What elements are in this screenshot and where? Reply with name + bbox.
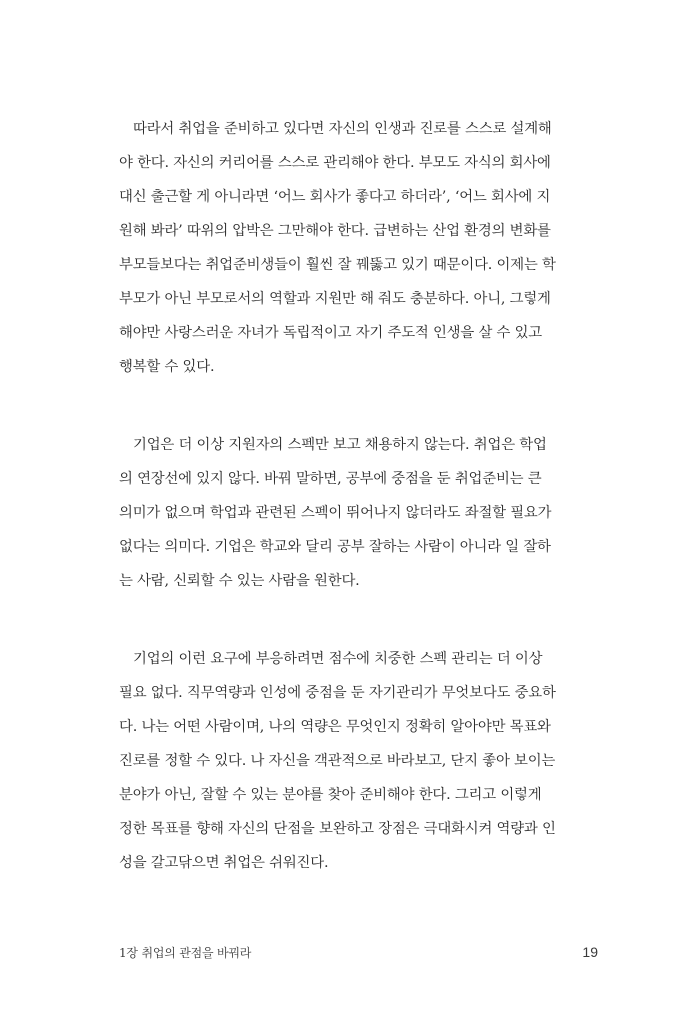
text-line: 의미가 없으며 학업과 관련된 스펙이 뛰어나지 않더라도 좌절할 필요가 [119,505,552,521]
paragraph-1 [119,112,599,384]
text-line: 부모들보다는 취업준비생들이 훨씬 잘 꿰뚫고 있기 때문이다. 이제는 학 [119,257,556,273]
text-line: 진로를 정할 수 있다. 나 자신을 객관적으로 바라보고, 단지 좋아 보이는 [119,753,556,769]
text-line: 야 한다. 자신의 커리어를 스스로 관리해야 한다. 부모도 자식의 회사에 [119,155,551,171]
text-line: 성을 갈고닦으면 취업은 쉬워진다. [119,855,329,871]
paragraph-gap [119,384,599,428]
text-line: 없다는 의미다. 기업은 학교와 달리 공부 잘하는 사람이 아니라 일 잘하 [119,539,551,555]
text-line: 부모가 아닌 부모로서의 역할과 지원만 해 줘도 충분하다. 아니, 그렇게 [119,291,551,307]
text-line: 대신 출근할 게 아니라면 ‘어느 회사가 좋다고 하더라’, ‘어느 회사에 지 [119,189,551,205]
text-line: 다. 나는 어떤 사람이며, 나의 역량은 무엇인지 정확히 알아야만 목표와 [119,719,551,735]
text-line: 필요 없다. 직무역량과 인성에 중점을 둔 자기관리가 무엇보다도 중요하 [119,685,556,701]
page-footer [119,942,598,962]
text-line: 분야가 아닌, 잘할 수 있는 분야를 찾아 준비해야 한다. 그리고 이렇게 [119,787,542,803]
text-line: 의 연장선에 있지 않다. 바꿔 말하면, 공부에 중점을 둔 취업준비는 큰 [119,471,542,487]
text-line: 원해 봐라’ 따위의 압박은 그만해야 한다. 급변하는 산업 환경의 변화를 [119,223,551,239]
text-line: 따라서 취업을 준비하고 있다면 자신의 인생과 진로를 스스로 설계해 [133,121,552,137]
text-line: 해야만 사랑스러운 자녀가 독립적이고 자기 주도적 인생을 살 수 있고 [119,325,543,341]
text-line: 는 사람, 신뢰할 수 있는 사람을 원한다. [119,573,360,589]
text-line: 기업은 더 이상 지원자의 스펙만 보고 채용하지 않는다. 취업은 학업 [133,437,547,453]
body-text [119,112,599,880]
running-head: 1장 취업의 관점을 바꿔라 [119,945,252,960]
text-line: 기업의 이런 요구에 부응하려면 점수에 치중한 스펙 관리는 더 이상 [133,651,543,667]
text-line: 행복할 수 있다. [119,359,215,375]
paragraph-3 [119,642,599,880]
text-line: 정한 목표를 향해 자신의 단점을 보완하고 장점은 극대화시켜 역량과 인 [119,821,556,837]
paragraph-2 [119,428,599,598]
page-number: 19 [582,944,598,960]
paragraph-gap [119,598,599,642]
